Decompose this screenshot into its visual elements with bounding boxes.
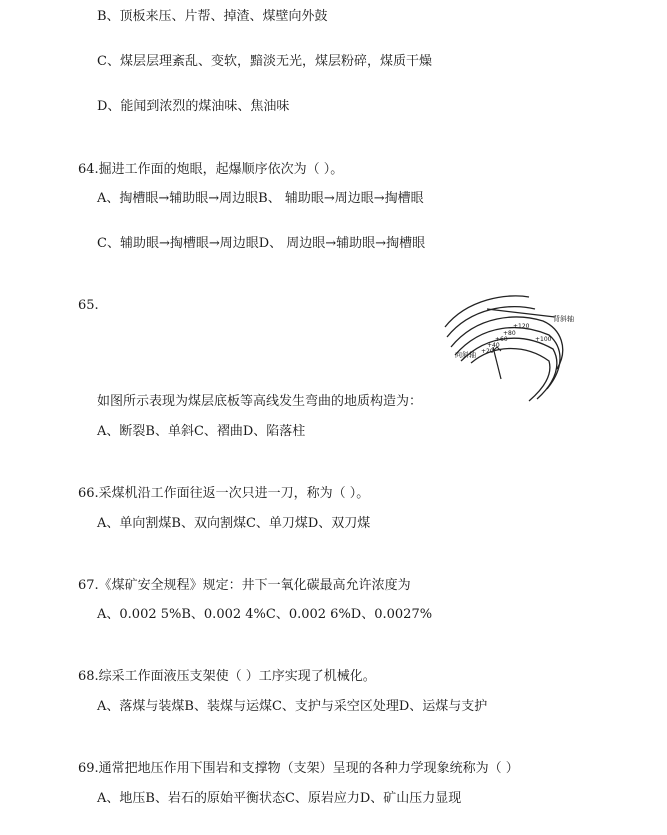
figure-label-syncline: 向斜轴 (455, 351, 476, 359)
q64-option-cd: C、辅助眼→掏槽眼→周边眼D、 周边眼→辅助眼→掏槽眼 (97, 236, 426, 251)
q64-option-ab: A、掏槽眼→辅助眼→周边眼B、 辅助眼→周边眼→掏槽眼 (97, 191, 424, 206)
q66-options: A、单向割煤B、双向割煤C、单刀煤D、双刀煤 (97, 516, 371, 531)
q69-question: 69.通常把地压作用下围岩和支撑物（支架）呈现的各种力学现象统称为（ ） (78, 761, 519, 776)
contour-label-80: +80 (503, 330, 516, 337)
q63-option-b: B、顶板来压、片帮、掉渣、煤壁向外鼓 (97, 9, 328, 24)
q66-question: 66.采煤机沿工作面往返一次只进一刀，称为（ ）。 (78, 486, 370, 501)
q63-option-d: D、能闻到浓烈的煤油味、焦油味 (97, 99, 290, 114)
contour-label-20: +20 (481, 348, 494, 355)
q68-question: 68.综采工作面液压支架使（ ）工序实现了机械化。 (78, 669, 376, 684)
q67-options: A、0.002 5%B、0.002 4%C、0.002 6%D、0.0027% (97, 607, 433, 622)
contour-label-120: +120 (513, 323, 530, 330)
q68-options: A、落煤与装煤B、装煤与运煤C、支护与采空区处理D、运煤与支护 (97, 699, 488, 714)
fold-contour-figure (437, 291, 579, 403)
q65-question: 如图所示表现为煤层底板等高线发生弯曲的地质构造为： (97, 394, 423, 409)
q65-options: A、断裂B、单斜C、褶曲D、陷落柱 (97, 424, 306, 439)
q64-question: 64.掘进工作面的炮眼，起爆顺序依次为（ ）。 (78, 162, 344, 177)
contour-label-40: +40 (487, 342, 500, 349)
q67-question: 67.《煤矿安全规程》规定：井下一氧化碳最高允许浓度为 (78, 578, 411, 593)
q63-option-c: C、煤层层理紊乱、变软，黯淡无光，煤层粉碎，煤质干燥 (97, 54, 432, 69)
figure-label-anticline: 背斜轴 (553, 315, 574, 323)
contour-label-60: +60 (495, 336, 508, 343)
contour-label-100: +100 (535, 336, 552, 343)
q69-options: A、地压B、岩石的原始平衡状态C、原岩应力D、矿山压力显现 (97, 791, 462, 806)
q65-number: 65. (78, 298, 99, 313)
